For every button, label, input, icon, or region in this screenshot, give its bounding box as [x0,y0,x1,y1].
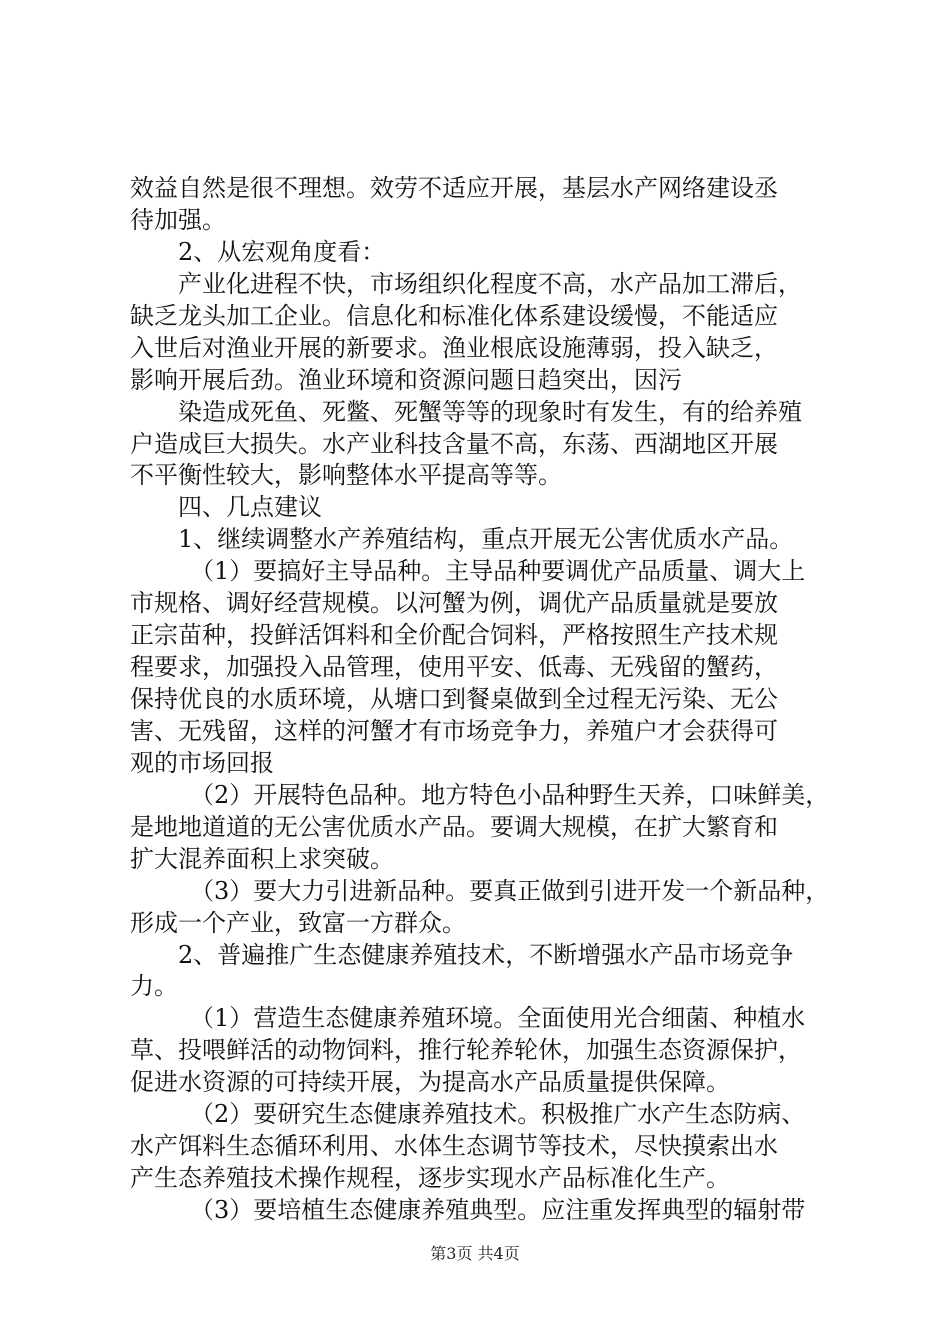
text-line: 影响开展后劲。渔业环境和资源问题日趋突出，因污 [130,366,682,394]
text-line: 待加强。 [130,206,226,234]
text-line: 是地地道道的无公害优质水产品。要调大规模，在扩大繁育和 [130,813,778,841]
page-number: 第3页 共4页 [430,1244,520,1263]
text-line: 正宗苗种，投鲜活饵料和全价配合饲料，严格按照生产技术规 [130,621,778,649]
text-line: 1、继续调整水产养殖结构，重点开展无公害优质水产品。 [178,525,794,553]
text-line: 促进水资源的可持续开展，为提高水产品质量提供保障。 [130,1068,730,1096]
text-line: 不平衡性较大，影响整体水平提高等等。 [130,461,562,489]
text-line: 市规格、调好经营规模。以河蟹为例，调优产品质量就是要放 [130,589,778,617]
text-line: 染造成死鱼、死鳖、死蟹等等的现象时有发生，有的给养殖 [178,398,802,426]
text-line: 水产饵料生态循环利用、水体生态调节等技术，尽快摸索出水 [130,1132,778,1160]
text-line: 形成一个产业，致富一方群众。 [130,909,466,937]
text-line: 户造成巨大损失。水产业科技含量不高，东荡、西湖地区开展 [130,430,778,458]
text-line: 力。 [130,972,178,1000]
text-line: 缺乏龙头加工企业。信息化和标准化体系建设缓慢，不能适应 [130,302,778,330]
text-line: （1）营造生态健康养殖环境。全面使用光合细菌、种植水 [190,1004,806,1032]
text-line: 入世后对渔业开展的新要求。渔业根底设施薄弱，投入缺乏， [130,334,778,362]
text-line: 效益自然是很不理想。效劳不适应开展，基层水产网络建设丞 [130,174,778,202]
text-line: 2、从宏观角度看： [178,238,386,266]
text-line: 扩大混养面积上求突破。 [130,845,394,873]
text-line: （2）开展特色品种。地方特色小品种野生天养，口味鲜美， [190,781,830,809]
text-line: 害、无残留，这样的河蟹才有市场竞争力，养殖户才会获得可 [130,717,778,745]
text-line: 2、普遍推广生态健康养殖技术，不断增强水产品市场竞争 [178,941,794,969]
text-line: 四、几点建议 [178,493,322,521]
text-line: 产业化进程不快，市场组织化程度不高，水产品加工滞后， [178,270,802,298]
text-line: （3）要大力引进新品种。要真正做到引进开发一个新品种， [190,877,830,905]
text-line: 产生态养殖技术操作规程，逐步实现水产品标准化生产。 [130,1164,730,1192]
text-line: 观的市场回报 [130,749,274,777]
text-line: （2）要研究生态健康养殖技术。积极推广水产生态防病、 [190,1100,806,1128]
text-line: 程要求，加强投入品管理，使用平安、低毒、无残留的蟹药， [130,653,778,681]
text-line: （1）要搞好主导品种。主导品种要调优产品质量、调大上 [190,557,806,585]
text-line: 草、投喂鲜活的动物饲料，推行轮养轮休，加强生态资源保护， [130,1036,802,1064]
text-line: （3）要培植生态健康养殖典型。应注重发挥典型的辐射带 [190,1196,806,1224]
text-line: 保持优良的水质环境，从塘口到餐桌做到全过程无污染、无公 [130,685,778,713]
